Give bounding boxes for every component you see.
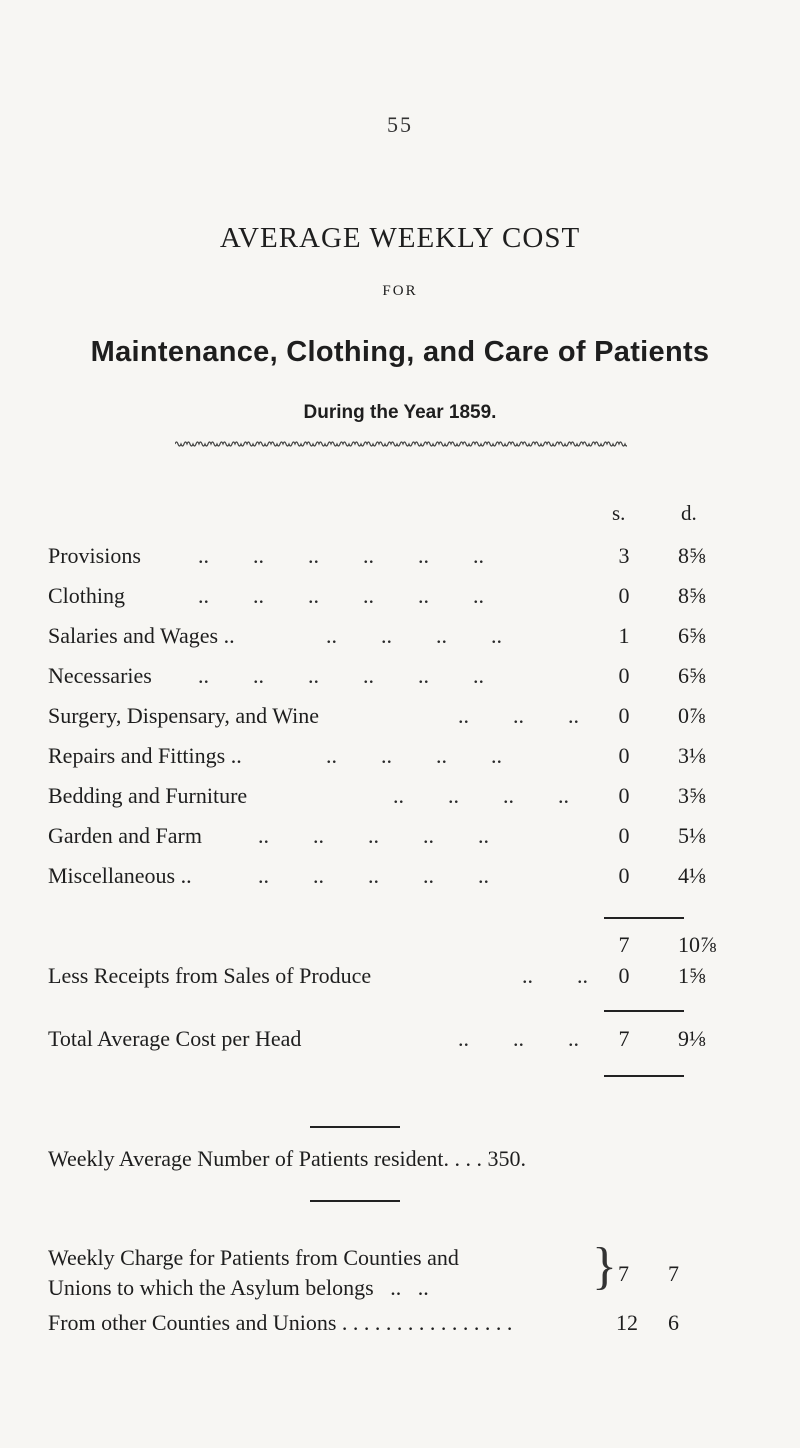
leader-dots: .. .. .. .. .. xyxy=(258,823,489,848)
row-label: Necessaries xyxy=(48,663,152,688)
weekly-average-line xyxy=(48,1146,526,1172)
row-label: Less Receipts from Sales of Produce xyxy=(48,963,372,988)
row-label: Clothing xyxy=(48,583,126,608)
row-pence: 5⅛ xyxy=(678,823,706,848)
leader-dots: .. .. .. .. .. .. xyxy=(198,663,484,688)
row-label: Surgery, Dispensary, and Wine xyxy=(48,703,320,728)
row-pence: 3⅝ xyxy=(678,783,706,808)
right-brace: } xyxy=(592,1238,617,1295)
row-shillings: 0 xyxy=(618,963,630,988)
subtotal-shillings: 7 xyxy=(618,932,630,957)
row-pence: 1⅝ xyxy=(678,963,706,988)
table-row xyxy=(48,743,748,783)
wavy-divider xyxy=(175,438,627,450)
leader-dots: .. .. xyxy=(522,963,588,988)
leader-dots: .. .. .. .. .. .. xyxy=(198,543,484,568)
total-row xyxy=(48,1026,748,1066)
section-subheading: During the Year 1859. xyxy=(303,402,497,423)
row-shillings: 0 xyxy=(618,663,630,688)
other-counties-label: From other Counties and Unions . . . . . . . . . . . . . . . . xyxy=(48,1310,513,1335)
section-rule xyxy=(310,1126,400,1128)
weekly-charge-shillings: 7 xyxy=(618,1261,629,1286)
weekly-average-label: Weekly Average Number of Patients resident. . . . xyxy=(48,1146,483,1171)
row-pence: 6⅝ xyxy=(678,663,706,688)
subtotal-rule xyxy=(604,917,684,919)
leader-dots: .. .. .. .. .. .. xyxy=(198,583,484,608)
row-pence: 3⅛ xyxy=(678,743,706,768)
other-counties-pence: 6 xyxy=(668,1310,679,1335)
row-label: Bedding and Furniture xyxy=(48,783,248,808)
row-shillings: 0 xyxy=(618,703,630,728)
table-row xyxy=(48,623,748,663)
row-label: Salaries and Wages .. xyxy=(48,623,235,648)
table-row xyxy=(48,863,748,903)
weekly-charge-line-1: Weekly Charge for Patients from Counties and xyxy=(48,1245,459,1270)
less-receipts-row xyxy=(48,963,748,1003)
page-number: 55 xyxy=(387,112,413,137)
table-row xyxy=(48,783,748,823)
row-shillings: 3 xyxy=(618,543,630,568)
leader-dots: .. .. .. .. xyxy=(326,623,502,648)
row-shillings: 0 xyxy=(618,583,630,608)
subtotal-pence: 10⅞ xyxy=(678,932,717,957)
row-label: Garden and Farm xyxy=(48,823,202,848)
leader-dots: .. .. .. .. .. xyxy=(258,863,489,888)
row-pence: 0⅞ xyxy=(678,703,706,728)
for-label: FOR xyxy=(382,283,418,299)
section-rule xyxy=(310,1200,400,1202)
other-counties-shillings: 12 xyxy=(616,1310,638,1335)
table-row xyxy=(48,823,748,863)
row-pence: 6⅝ xyxy=(678,623,706,648)
row-shillings: 7 xyxy=(618,1026,630,1051)
leader-dots: .. .. .. xyxy=(458,703,579,728)
table-row xyxy=(48,583,748,623)
row-shillings: 0 xyxy=(618,783,630,808)
row-label: Miscellaneous .. xyxy=(48,863,192,888)
row-shillings: 1 xyxy=(618,623,630,648)
row-shillings: 0 xyxy=(618,863,630,888)
weekly-charge-line-2: Unions to which the Asylum belongs .. .. xyxy=(48,1275,429,1300)
leader-dots: .. .. .. .. xyxy=(326,743,502,768)
pence-column-header: d. xyxy=(681,501,697,525)
weekly-charge-pence: 7 xyxy=(668,1261,679,1286)
row-label: Provisions xyxy=(48,543,141,568)
table-row xyxy=(48,543,748,583)
total-underline xyxy=(604,1075,684,1077)
row-pence: 8⅝ xyxy=(678,583,706,608)
shillings-column-header: s. xyxy=(612,501,626,525)
table-row xyxy=(48,663,748,703)
table-row xyxy=(48,703,748,743)
leader-dots: .. .. .. xyxy=(458,1026,579,1051)
row-shillings: 0 xyxy=(618,823,630,848)
row-pence: 8⅝ xyxy=(678,543,706,568)
page-title: AVERAGE WEEKLY COST xyxy=(219,222,581,254)
row-pence: 4⅛ xyxy=(678,863,706,888)
weekly-average-value: 350. xyxy=(487,1146,527,1171)
row-label: Repairs and Fittings .. xyxy=(48,743,242,768)
row-shillings: 0 xyxy=(618,743,630,768)
leader-dots: .. .. .. .. xyxy=(393,783,569,808)
row-pence: 9⅛ xyxy=(678,1026,706,1051)
section-heading: Maintenance, Clothing, and Care of Patients xyxy=(90,336,710,368)
total-rule xyxy=(604,1010,684,1012)
other-counties-line xyxy=(48,1310,512,1336)
row-label: Total Average Cost per Head xyxy=(48,1026,302,1051)
